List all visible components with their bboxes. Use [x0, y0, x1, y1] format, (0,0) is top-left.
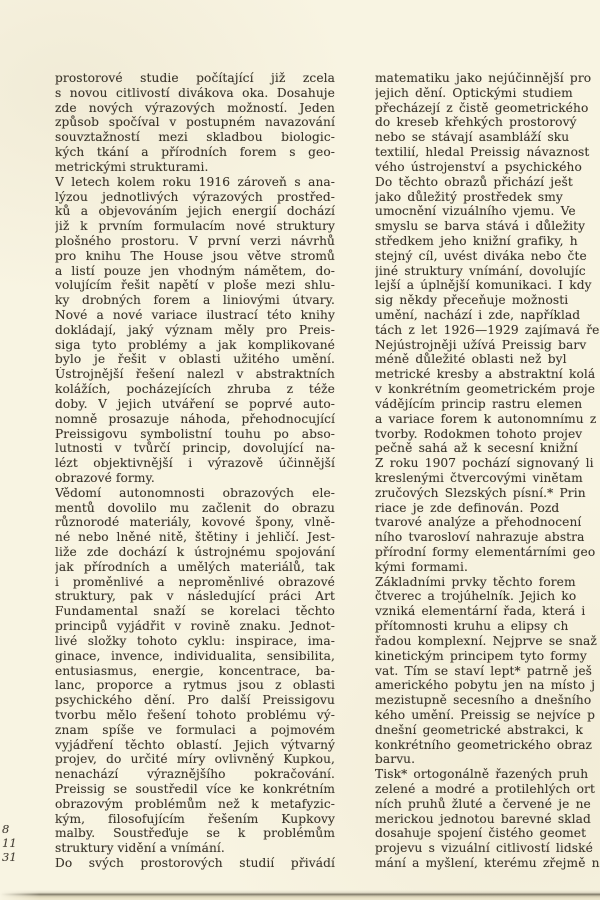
- text-line: vat. Tím se staví lept* patrně ješ: [375, 663, 593, 678]
- text-line: přítomnosti kruhu a elipsy ch: [375, 619, 569, 634]
- text-line: volujícím řešit napětí v ploše mezi shlu-: [55, 278, 335, 293]
- text-line: souvztažností mezi skladbou biologic-: [55, 130, 335, 145]
- text-line: znam spíše ve formulaci a pojmovém: [55, 722, 335, 737]
- text-line: lanc, proporce a rytmus jsou z oblasti: [55, 678, 335, 693]
- text-line: lejší a úplnější komunikaci. I kdy: [375, 278, 592, 293]
- text-line: kým, filosofujícím řešením Kupkovy: [55, 811, 335, 826]
- text-line: mentů dovolilo mu začlenit do obrazu: [55, 500, 335, 515]
- text-line: Do těchto obrazů přichází ješt: [375, 174, 573, 189]
- text-line: entusiasmus, energie, koncentrace, ba-: [55, 663, 335, 678]
- text-line: přírodní formy elementárními geo: [375, 545, 596, 559]
- text-line: vého ústrojenství a psychického: [375, 159, 582, 174]
- text-line: Vědomí autonomnosti obrazových ele-: [55, 485, 335, 500]
- text-line: méně důležité oblasti než byl: [375, 352, 567, 367]
- text-line: umění, nachází i zde, například: [375, 308, 581, 322]
- margin-note: 8: [2, 822, 10, 836]
- text-line: jiné struktury vnímání, dovolujíc: [375, 263, 586, 278]
- text-line: vádějícím princip rastru elemen: [375, 396, 583, 411]
- margin-note: 31: [2, 850, 17, 864]
- text-line: obrazové formy.: [55, 470, 155, 485]
- text-line: do kreseb křehkých prostorový: [375, 115, 577, 130]
- text-line: kého umění. Preissig se nejvíce p: [375, 707, 595, 722]
- text-line: vyjádření těchto oblastí. Jejich výtvarný: [55, 737, 335, 752]
- text-line: pro knihu The House jsou větve stromů: [55, 248, 335, 263]
- text-line: obrazovým problémům než k metafyzic-: [55, 796, 335, 811]
- text-line: mání a myšlení, kterému zřejmě n: [375, 856, 600, 871]
- text-line: i proměnlivé a neproměnlivé obrazové: [55, 574, 335, 589]
- text-line: dnešní geometrické abstrakci, k: [375, 722, 584, 737]
- text-line: mezistupně secesního a dnešního: [375, 693, 592, 708]
- text-line: projev, do určité míry ovlivněný Kupkou,: [55, 752, 335, 767]
- left-text-column: [55, 71, 335, 873]
- text-line: projevu s vizuální citlivostí lidské: [375, 841, 593, 856]
- text-line: malby. Soustřeďuje se k problémům: [55, 826, 335, 841]
- text-line: v konkrétním geometrickém proje: [375, 382, 596, 397]
- text-line: principů vyjádřit v rovině znaku. Jednot-: [55, 619, 335, 634]
- text-line: a variace forem k autonomnímu z: [375, 411, 597, 426]
- text-line: přecházejí z čistě geometrického: [375, 100, 589, 115]
- text-line: kých tkání a přírodních forem s geo-: [55, 145, 335, 160]
- text-line: vzniká elementární řada, která i: [375, 604, 586, 619]
- text-line: již k prvním formulacím nové struktury: [55, 219, 335, 234]
- text-line: Fundamental snaží se korelaci těchto: [55, 604, 335, 619]
- text-line: siga tyto problémy a jak komplikované: [55, 337, 335, 352]
- text-line: ního tvarosloví nahrazuje abstra: [375, 530, 585, 545]
- text-line: sig někdy přeceňuje možnosti: [375, 293, 569, 308]
- text-line: liže zde dochází k ústrojnému spojování: [55, 545, 335, 559]
- text-line: kolážích, pocházejících zhruba z téže: [55, 382, 335, 397]
- text-line: amerického pobytu jen na místo j: [375, 678, 596, 693]
- text-line: livé složky tohoto cyklu: inspirace, ima-: [55, 633, 335, 648]
- text-line: umocnění vizuálního vjemu. Ve: [375, 204, 576, 219]
- text-line: Základními prvky těchto forem: [375, 574, 576, 589]
- text-line: zelené a modré a protilehlých ort: [375, 782, 595, 796]
- text-line: způsob spočíval v postupném navazování: [55, 115, 335, 130]
- text-line: a listí pouze jen vhodným námětem, do-: [55, 263, 335, 278]
- text-line: nebo se stávají asambláží sku: [375, 130, 570, 145]
- text-line: dokládají, jaký význam měly pro Preis-: [55, 322, 335, 337]
- text-line: jak přírodních a umělých materiálů, tak: [55, 559, 335, 574]
- text-line: s novou citlivostí divákova oka. Dosahuje: [55, 85, 335, 100]
- text-line: matematiku jako nejúčinnější pro: [375, 71, 592, 85]
- text-line: plošného prostoru. V první verzi návrhů: [55, 233, 335, 248]
- text-line: tvorbu mělo řešení tohoto problému vý-: [55, 707, 335, 722]
- text-line: bylo je řešit v oblasti užitého umění.: [55, 352, 335, 367]
- text-line: zde nových výrazových možností. Jeden: [55, 100, 335, 115]
- text-line: struktury, pak v následující práci Art: [55, 589, 335, 604]
- text-line: struktury vidění a vnímání.: [55, 841, 225, 856]
- text-line: riace je zde definován. Pozd: [375, 500, 560, 515]
- text-line: Nové a nové variace ilustrací této knihy: [55, 308, 335, 322]
- text-line: Preissigovu symbolistní touhu po abso-: [55, 426, 335, 441]
- text-line: různorodé materiály, kovové špony, vlně-: [55, 515, 335, 530]
- text-line: Preissig se soustředil více ke konkrétním: [55, 782, 335, 796]
- text-line: lýzou jednotlivých výrazových prostřed-: [55, 189, 335, 204]
- text-line: Do svých prostorových studií přivádí: [55, 856, 335, 871]
- text-line: pečně sahá až k secesní knižní: [375, 441, 578, 456]
- text-line: kreslenými čtvercovými vinětam: [375, 470, 583, 485]
- text-line: tách z let 1926—1929 zajímavá ře: [375, 322, 600, 337]
- text-line: barvu.: [375, 752, 416, 767]
- text-line: nomně prosazuje náhoda, přehodnocující: [55, 411, 335, 426]
- text-line: Ústrojnější řešení nalezl v abstraktních: [55, 367, 335, 382]
- margin-notes: [0, 0, 30, 900]
- text-line: kými formami.: [375, 559, 468, 574]
- text-line: ky drobných forem a liniovými útvary.: [55, 293, 335, 308]
- text-line: ků a objevováním jejich energií dochází: [55, 204, 335, 219]
- text-line: nenachází výraznějšího pokračování.: [55, 767, 335, 782]
- text-line: lézt objektivnější i výrazově účinnější: [55, 456, 335, 471]
- text-line: stejný cíl, uvést diváka nebo čte: [375, 248, 587, 263]
- text-line: doby. V jejich utváření se poprvé auto-: [55, 396, 335, 411]
- text-line: ních pruhů žluté a červené je ne: [375, 796, 591, 811]
- text-line: Z roku 1907 pochází signovaný li: [375, 456, 594, 471]
- page-edge-shadow: [0, 890, 600, 900]
- right-text-column: [375, 71, 600, 873]
- text-line: středkem jeho knižní grafiky, h: [375, 233, 578, 248]
- text-line: textilií, hledal Preissig návaznost: [375, 145, 590, 160]
- text-line: zručových Slezských písní.* Prin: [375, 485, 586, 500]
- text-line: metrickými strukturami.: [55, 159, 209, 174]
- text-line: né nebo lněné nitě, štětiny i jehličí. Jest-: [55, 530, 335, 545]
- margin-note: 11: [2, 836, 17, 850]
- text-line: dosahuje spojení čistého geomet: [375, 826, 587, 841]
- text-line: řadou komplexní. Nejprve se snaž: [375, 633, 597, 648]
- text-line: Tisk* ortogonálně řazených pruh: [375, 767, 589, 782]
- text-line: kinetickým principem tyto formy: [375, 648, 587, 663]
- text-line: metrické kresby a abstraktní kolá: [375, 367, 596, 382]
- text-line: smyslu se barva stává i důležity: [375, 219, 586, 234]
- text-line: čtverec a trojúhelník. Jejich ko: [375, 589, 577, 604]
- text-line: psychického dění. Pro další Preissigovu: [55, 693, 335, 708]
- text-line: prostorové studie počítající již zcela: [55, 71, 335, 85]
- text-line: konkrétního geometrického obraz: [375, 737, 593, 752]
- text-line: V letech kolem roku 1916 zároveň s ana-: [55, 174, 335, 189]
- text-line: lutnosti v tvůrčí princip, dovolující na-: [55, 441, 335, 456]
- text-line: tvarové analýze a přehodnocení: [375, 515, 582, 530]
- text-line: Nejústrojněji užívá Preissig barv: [375, 337, 587, 352]
- text-line: merickou jednotou barevné sklad: [375, 811, 591, 826]
- text-line: ginace, invence, individualita, sensibilita,: [55, 648, 335, 663]
- text-line: tvorby. Rodokmen tohoto projev: [375, 426, 583, 441]
- text-line: jejich dění. Optickými studiem: [375, 85, 573, 100]
- text-line: jako důležitý prostředek smy: [375, 189, 563, 204]
